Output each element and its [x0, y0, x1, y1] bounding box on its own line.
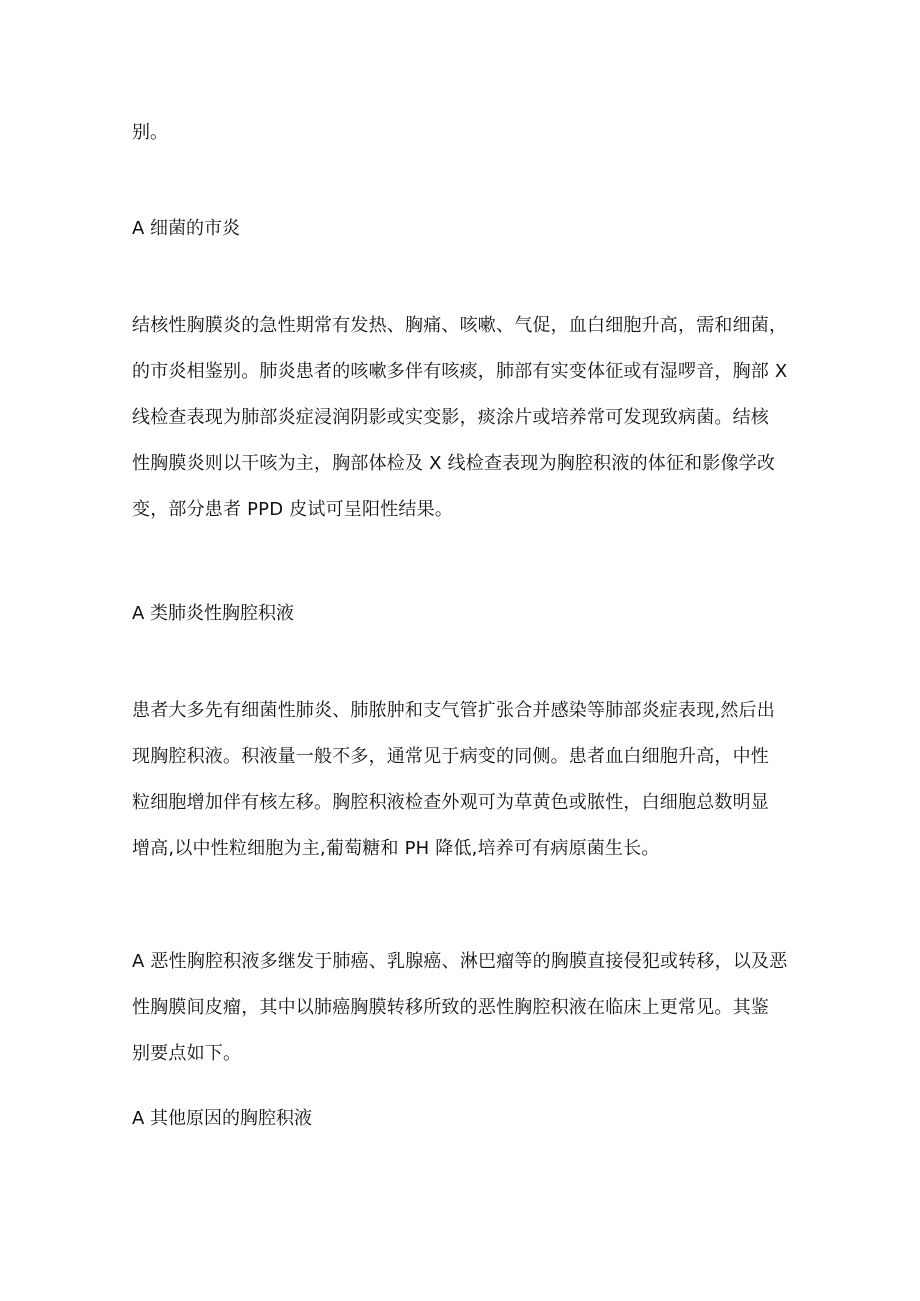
heading-bacterial-pneumonia: A 细菌的市炎: [132, 218, 241, 239]
paragraph-malignant-effusion: [132, 939, 802, 1077]
paragraph-line: 性胸膜间皮瘤，其中以肺癌胸膜转移所致的恶性胸腔积液在临床上更常见。其鉴: [132, 997, 769, 1018]
paragraph-line: 增高,以中性粒细胞为主,葡萄糖和 PH 降低,培养可有病原菌生长。: [132, 838, 660, 859]
paragraph-line: 的市炎相鉴别。肺炎患者的咳嗽多伴有咳痰，肺部有实变体征或有湿啰音，胸部 X: [132, 361, 788, 382]
top-fragment-text: 别。: [132, 122, 168, 143]
paragraph-line: 性胸膜炎则以干咳为主，胸部体检及 X 线检查表现为胸腔积液的体征和影像学改: [132, 453, 776, 474]
paragraph-line: 患者大多先有细菌性肺炎、肺脓肿和支气管扩张合并感染等肺部炎症表现,然后出: [132, 700, 775, 721]
paragraph-parapneumonic-effusion: [132, 688, 802, 872]
paragraph-line: 线检查表现为肺部炎症浸润阴影或实变影，痰涂片或培养常可发现致病菌。结核: [132, 407, 769, 428]
paragraph-line: 结核性胸膜炎的急性期常有发热、胸痛、咳嗽、气促，血白细胞升高，需和细菌，: [132, 315, 788, 336]
paragraph-tb-vs-pneumonia: [132, 303, 802, 533]
paragraph-line: 变，部分患者 PPD 皮试可呈阳性结果。: [132, 499, 454, 520]
heading-other-causes: A 其他原因的胸腔积液: [132, 1108, 313, 1129]
paragraph-line: 别要点如下。: [132, 1043, 242, 1064]
heading-parapneumonic-effusion: A 类肺炎性胸腔积液: [132, 603, 295, 624]
paragraph-line: A 恶性胸腔积液多继发于肺癌、乳腺癌、淋巴瘤等的胸膜直接侵犯或转移，以及恶: [132, 951, 788, 972]
paragraph-line: 粒细胞增加伴有核左移。胸腔积液检查外观可为草黄色或脓性，白细胞总数明显: [132, 792, 769, 813]
paragraph-line: 现胸腔积液。积液量一般不多，通常见于病变的同侧。患者血白细胞升高，中性: [132, 746, 769, 767]
